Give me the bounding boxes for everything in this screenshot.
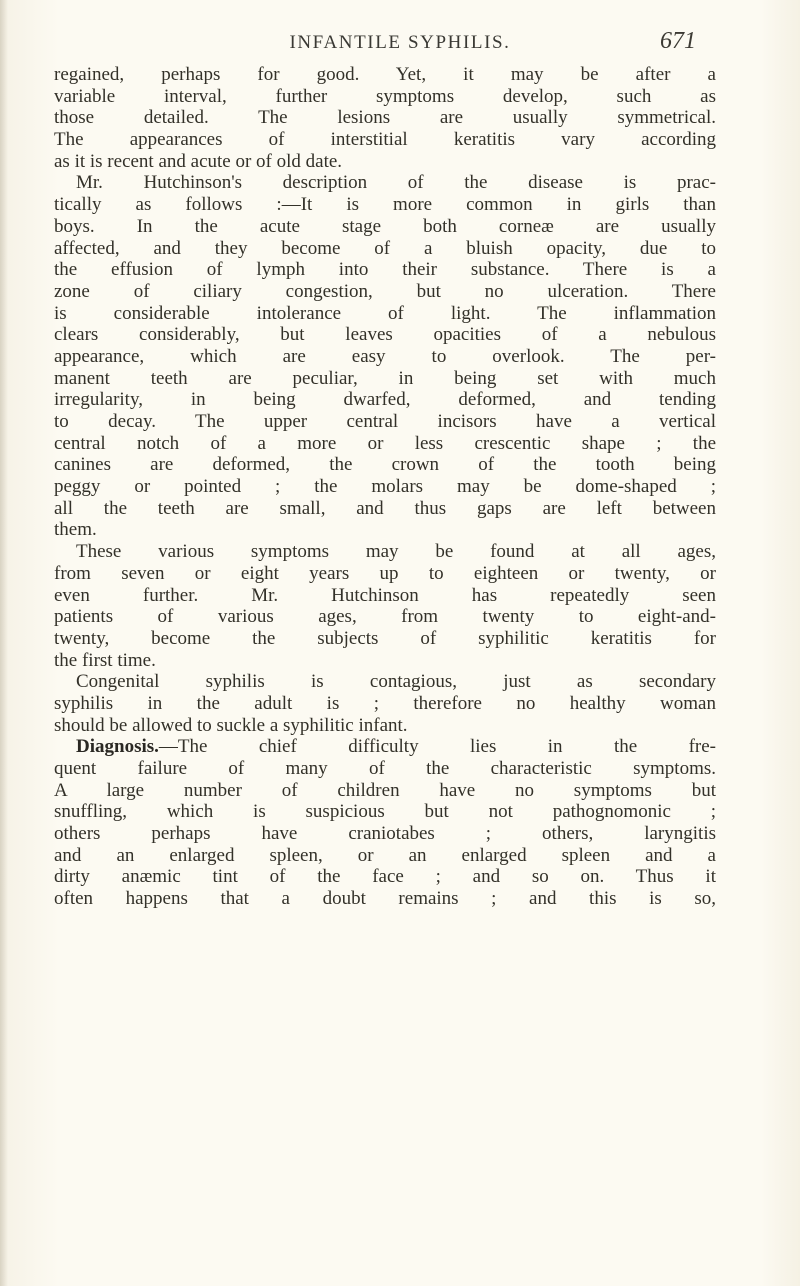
text-line: quent failure of many of the characteristic symptoms. bbox=[54, 758, 716, 779]
text-line: The appearances of interstitial keratitis vary according bbox=[54, 129, 716, 151]
text-line: zone of ciliary congestion, but no ulceration. There bbox=[54, 280, 716, 302]
text-line: Congenital syphilis is contagious, just as secondary bbox=[76, 671, 716, 693]
text-line: variable interval, further symptoms develop, such as bbox=[54, 85, 716, 107]
text-line: often happens that a doubt remains ; and this is so, bbox=[54, 888, 716, 910]
page-header bbox=[0, 24, 800, 60]
running-title: INFANTILE SYPHILIS. bbox=[289, 32, 511, 53]
text-line: the effusion of lymph into their substance. There is a bbox=[54, 259, 716, 281]
text-line: —The chief difficulty lies in the fre- bbox=[158, 736, 716, 758]
text-line: These various symptoms may be found at all ages, bbox=[76, 541, 716, 563]
text-line: twenty, become the subjects of syphilitic keratitis for bbox=[54, 627, 716, 649]
text-line: tically as follows :—It is more common in girls than bbox=[54, 194, 716, 216]
text-line: canines are deformed, the crown of the tooth being bbox=[54, 454, 716, 476]
page-number: 671 bbox=[660, 28, 696, 54]
run-in-heading: Diagnosis. bbox=[76, 736, 159, 758]
text-line: all the teeth are small, and thus gaps are left between bbox=[54, 497, 716, 519]
text-line: should be allowed to suckle a syphilitic infant. bbox=[54, 714, 408, 736]
text-line: irregularity, in being dwarfed, deformed, and tending bbox=[54, 389, 716, 411]
text-line: affected, and they become of a bluish opacity, due to bbox=[54, 237, 716, 259]
text-line: boys. In the acute stage both corneæ are usually bbox=[54, 215, 716, 237]
text-line: Mr. Hutchinson's description of the disease is prac- bbox=[76, 172, 716, 194]
text-line: peggy or pointed ; the molars may be dome-shaped ; bbox=[54, 476, 716, 498]
text-line: snuffling, which is suspicious but not pathognomonic ; bbox=[54, 801, 716, 823]
text-line: those detailed. The lesions are usually symmetrical. bbox=[54, 107, 716, 129]
page-gutter-shadow bbox=[0, 0, 8, 1286]
text-line: even further. Mr. Hutchinson has repeatedly seen bbox=[54, 584, 716, 606]
text-line: syphilis in the adult is ; therefore no healthy woman bbox=[54, 692, 716, 714]
text-line: and an enlarged spleen, or an enlarged spleen and a bbox=[54, 844, 716, 866]
text-line: appearance, which are easy to overlook. The per- bbox=[54, 345, 716, 367]
text-line: dirty anæmic tint of the face ; and so on. Thus it bbox=[54, 866, 716, 888]
text-line: manent teeth are peculiar, in being set with much bbox=[54, 367, 716, 389]
text-line: is considerable intolerance of light. The inflammation bbox=[54, 302, 716, 324]
text-line: others perhaps have craniotabes ; others, laryngitis bbox=[54, 823, 716, 845]
text-line: from seven or eight years up to eighteen or twenty, or bbox=[54, 562, 716, 584]
text-line: them. bbox=[54, 519, 97, 541]
text-line: A large number of children have no symptoms but bbox=[54, 779, 716, 801]
body-text bbox=[54, 64, 716, 910]
text-line: to decay. The upper central incisors have a vertical bbox=[54, 411, 716, 432]
diagnosis-paragraph-start bbox=[54, 736, 716, 758]
text-line: as it is recent and acute or of old date. bbox=[54, 150, 343, 172]
text-line: regained, perhaps for good. Yet, it may be after a bbox=[54, 64, 716, 85]
text-line: clears considerably, but leaves opacities of a nebulous bbox=[54, 324, 716, 346]
text-line: central notch of a more or less crescentic shape ; the bbox=[54, 432, 716, 454]
text-line: patients of various ages, from twenty to eight-and- bbox=[54, 606, 716, 628]
text-line: the first time. bbox=[54, 649, 156, 671]
